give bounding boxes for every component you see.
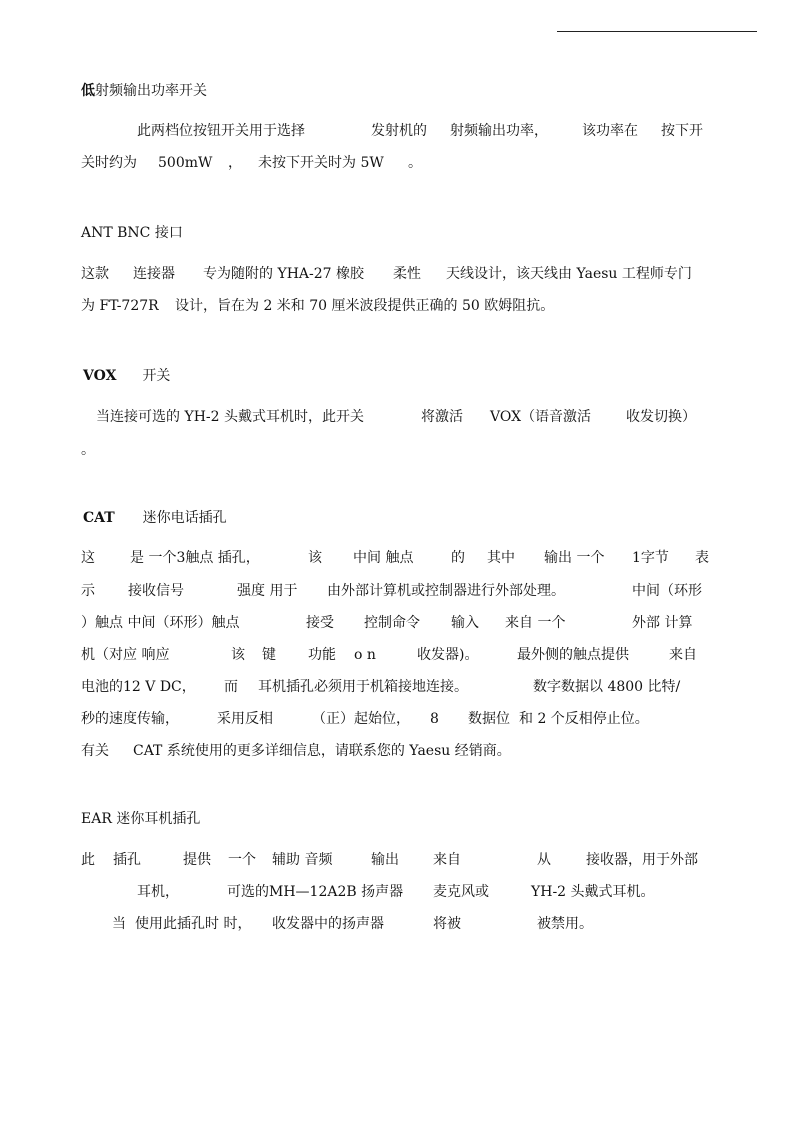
section-title-bold: VOX (83, 368, 117, 384)
text-segment: 机（对应 响应 (81, 647, 170, 663)
text-segment: 来自 一个 (505, 615, 566, 631)
text-segment: 有关 (81, 743, 109, 759)
text-segment: 可选的MH—12A2B 扬声器 (227, 884, 404, 900)
text-segment: 表 (695, 550, 709, 566)
text-segment: 功能 (308, 647, 336, 663)
section-title-rest: 迷你电话插孔 (142, 510, 227, 526)
text-segment: 未按下开关时为 5W (258, 155, 384, 171)
text-segment: 收发切换） (626, 409, 696, 425)
section-title-rest: 射频输出功率开关 (95, 83, 207, 99)
text-segment: 一个 (228, 852, 256, 868)
text-segment: 来自 (669, 647, 697, 663)
text-segment: 的 (451, 550, 465, 566)
text-segment: 为 FT-727R (81, 298, 159, 314)
text-segment: CAT 系统使用的更多详细信息，请联系您的 Yaesu 经销商。 (133, 743, 511, 759)
text-segment: 这款 (81, 266, 109, 282)
text-segment: 麦克风或 (433, 884, 489, 900)
text-segment: 8 (430, 711, 439, 727)
text-segment: 接收信号 (128, 583, 184, 599)
section-title-rest: 开关 (142, 368, 171, 384)
text-segment: 这 (81, 550, 95, 566)
text-segment: 该功率在 (582, 123, 638, 139)
text-segment: 外部 计算 (632, 615, 693, 631)
header-rule (557, 31, 757, 32)
text-segment: 连接器 (133, 266, 175, 282)
text-segment: 该 (308, 550, 322, 566)
text-segment: 。 (81, 442, 95, 458)
text-segment: VOX（语音激活 (490, 409, 592, 425)
text-segment: 发射机的 (371, 123, 427, 139)
text-segment: 由外部计算机或控制器进行外部处理。 (327, 583, 565, 599)
text-segment: 提供 (183, 852, 211, 868)
text-segment: 而 (224, 679, 238, 695)
text-segment: 关时约为 (81, 155, 137, 171)
text-segment: （正）起始位， (312, 711, 410, 727)
text-segment: 使用此插孔时 时， (135, 916, 252, 932)
text-segment: o n (354, 647, 376, 663)
text-segment: 输入 (451, 615, 479, 631)
text-segment: 接受 (306, 615, 334, 631)
text-segment: 其中 (487, 550, 515, 566)
text-segment: 来自 (433, 852, 461, 868)
text-segment: 示 (81, 583, 95, 599)
text-segment: 将被 (433, 916, 461, 932)
text-segment: 数字数据以 4800 比特/ (533, 679, 681, 695)
section-title-ear: EAR 迷你耳机插孔 (81, 811, 201, 827)
text-segment: 天线设计，该天线由 Yaesu 工程师专门 (446, 266, 692, 282)
text-segment: 耳机插孔必须用于机箱接地连接。 (258, 679, 468, 695)
text-segment: 秒的速度传输， (81, 711, 179, 727)
text-segment: 耳机， (137, 884, 179, 900)
text-segment: 专为随附的 YHA-27 橡胶 (203, 266, 365, 282)
text-segment: 当连接可选的 YH-2 头戴式耳机时，此开关 (96, 409, 364, 425)
text-segment: 500mW (158, 155, 213, 171)
text-segment: 和 2 个反相停止位。 (519, 711, 649, 727)
text-segment: 此两档位按钮开关用于选择 (137, 123, 305, 139)
text-segment: 按下开 (661, 123, 703, 139)
text-segment: 从 (537, 852, 551, 868)
text-segment: 是 一个3触点 插孔， (130, 550, 260, 566)
text-segment: 接收器，用于外部 (586, 852, 698, 868)
section-title-vox (83, 367, 170, 385)
text-segment: 中间 触点 (353, 550, 414, 566)
text-segment: 该 (231, 647, 245, 663)
text-segment: 强度 用于 (237, 583, 298, 599)
text-segment: 数据位 (468, 711, 510, 727)
text-segment: 1字节 (632, 550, 669, 566)
text-segment: 输出 一个 (544, 550, 605, 566)
text-segment: 。 (408, 155, 422, 171)
text-segment: 控制命令 (364, 615, 420, 631)
section-title-cat (83, 509, 227, 527)
text-segment: ， (228, 155, 242, 171)
text-segment: 射频输出功率， (450, 123, 548, 139)
text-segment: 被禁用。 (537, 916, 593, 932)
section-title-prefix: 低 (81, 83, 95, 99)
text-segment: 键 (262, 647, 276, 663)
text-segment: 将激活 (421, 409, 463, 425)
text-segment: 设计，旨在为 2 米和 70 厘米波段提供正确的 50 欧姆阻抗。 (175, 298, 555, 314)
text-segment: 当 (112, 916, 126, 932)
text-segment: 采用反相 (217, 711, 273, 727)
text-segment: 中间（环形 (632, 583, 702, 599)
text-segment: 柔性 (393, 266, 421, 282)
text-segment: 辅助 音频 (272, 852, 333, 868)
text-segment: 收发器)。 (417, 647, 479, 663)
text-segment: 收发器中的扬声器 (272, 916, 384, 932)
section-title-rf-power (81, 82, 207, 100)
text-segment: 输出 (371, 852, 399, 868)
section-title-ant-bnc: ANT BNC 接口 (81, 225, 183, 241)
text-segment: 此 (81, 852, 95, 868)
text-segment: 插孔 (113, 852, 141, 868)
text-segment: 最外侧的触点提供 (517, 647, 629, 663)
text-segment: 电池的12 V DC， (81, 679, 196, 695)
text-segment: ）触点 中间（环形）触点 (81, 615, 240, 631)
section-title-bold: CAT (83, 510, 115, 526)
text-segment: YH-2 头戴式耳机。 (531, 884, 655, 900)
